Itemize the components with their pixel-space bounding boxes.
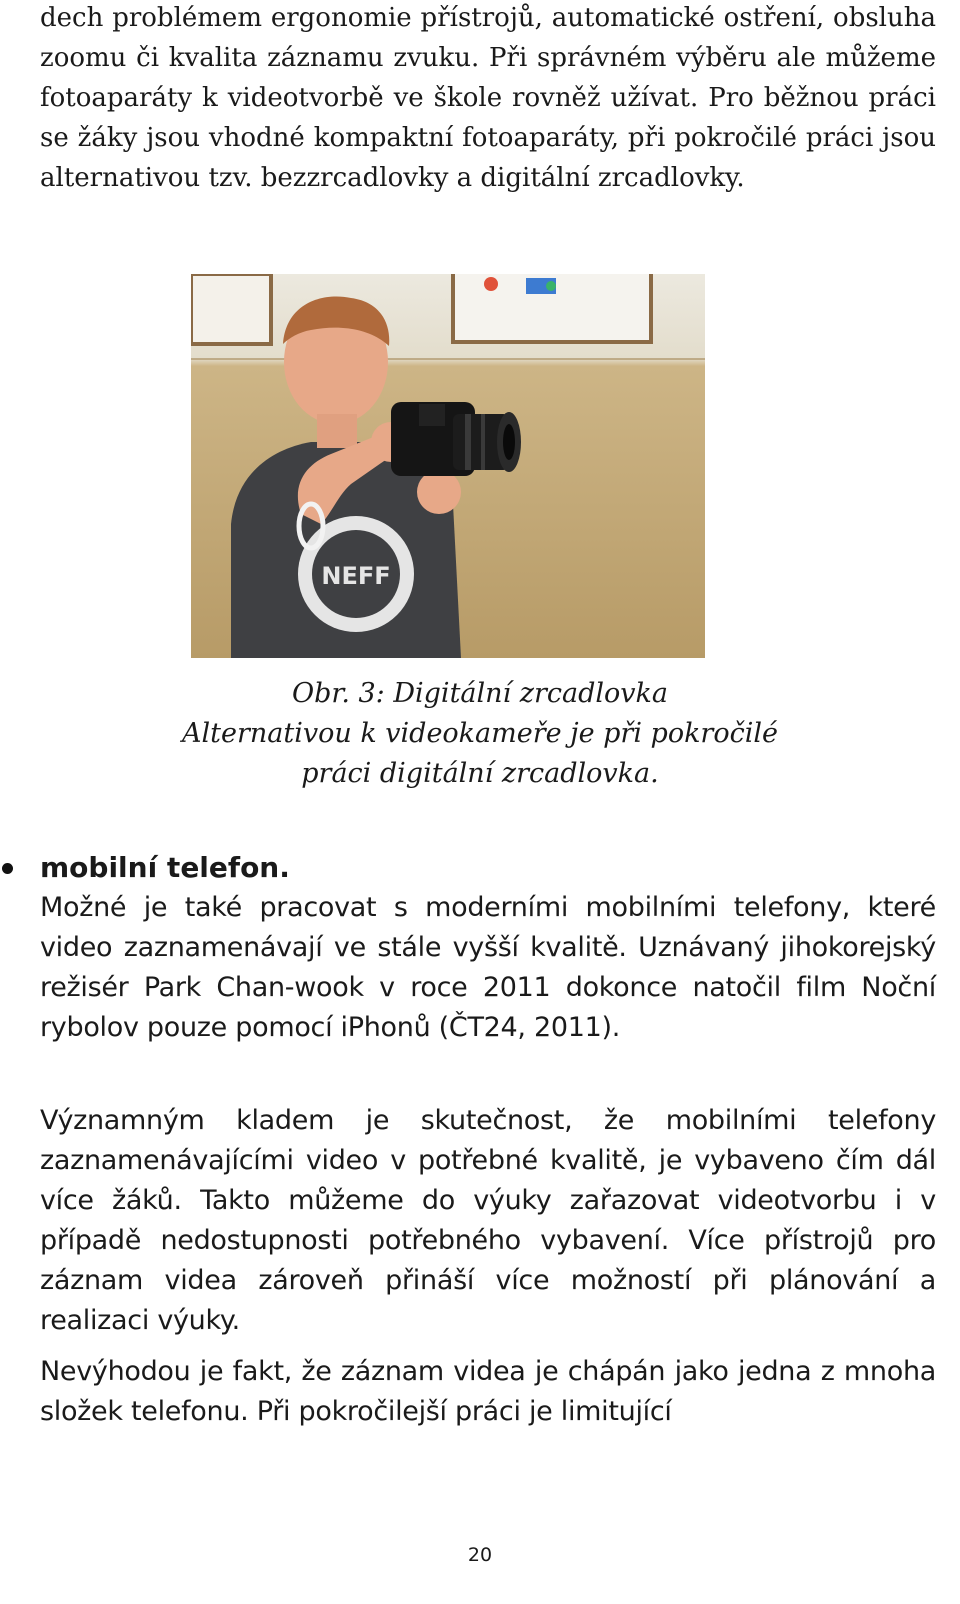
caption-line-2: Alternativou k videokameře je při pokročilé — [182, 718, 778, 749]
bullet-title: mobilní telefon. — [40, 851, 290, 884]
figure-photo-student-with-camera — [191, 274, 705, 658]
paragraph-2: Významným kladem je skutečnost, že mobilními telefony zaznamenávajícími video v potřebné kvalitě, je vybaveno čím dál více žáků. Takto můžeme do výuky zařazovat videotvorbu i v případě nedostupnosti potřebného vybavení. Více přístrojů pro záznam videa zároveň přináší více možností při plánování a realizaci výuky. — [40, 1105, 936, 1336]
bullet-dot-icon — [2, 863, 13, 874]
figure-caption — [0, 674, 960, 794]
photo-illustration — [191, 274, 705, 658]
bullet-item-mobile-phone — [0, 848, 960, 888]
wall-rail — [191, 358, 705, 360]
wall-poster-right — [453, 274, 651, 342]
paragraph-1: Možné je také pracovat s moderními mobilními telefony, které video zaznamenávají ve stále vyšší kvalitě. Uznávaný jihokorejský režisér Park Chan-wook v roce 2011 dokonce natočil film Noční rybolov pouze pomocí iPhonů (ČT24, 2011). — [40, 892, 936, 1043]
wall-poster-left — [191, 274, 271, 344]
page-number: 20 — [467, 1544, 493, 1566]
caption-title: Obr. 3: Digitální zrcadlovka — [291, 678, 668, 709]
svg-text:NEFF: NEFF — [321, 562, 391, 590]
caption-line-3: práci digitální zrcadlovka. — [301, 758, 659, 789]
intro-paragraph: dech problémem ergonomie přístrojů, automatické ostření, obsluha zoomu či kvalita záznamu zvuku. Při správném výběru ale můžeme fotoaparáty k videotvorbě ve škole rovněž užívat. Pro běžnou práci se žáky jsou vhodné kompaktní fotoaparáty, při pokročilé práci jsou alternativou tzv. bezzrcadlovky a digitální zrcadlovky. — [40, 3, 936, 193]
paragraph-3: Nevýhodou je fakt, že záznam videa je chápán jako jedna z mnoha složek telefonu. Při pokročilejší práci je limitující — [40, 1356, 936, 1427]
